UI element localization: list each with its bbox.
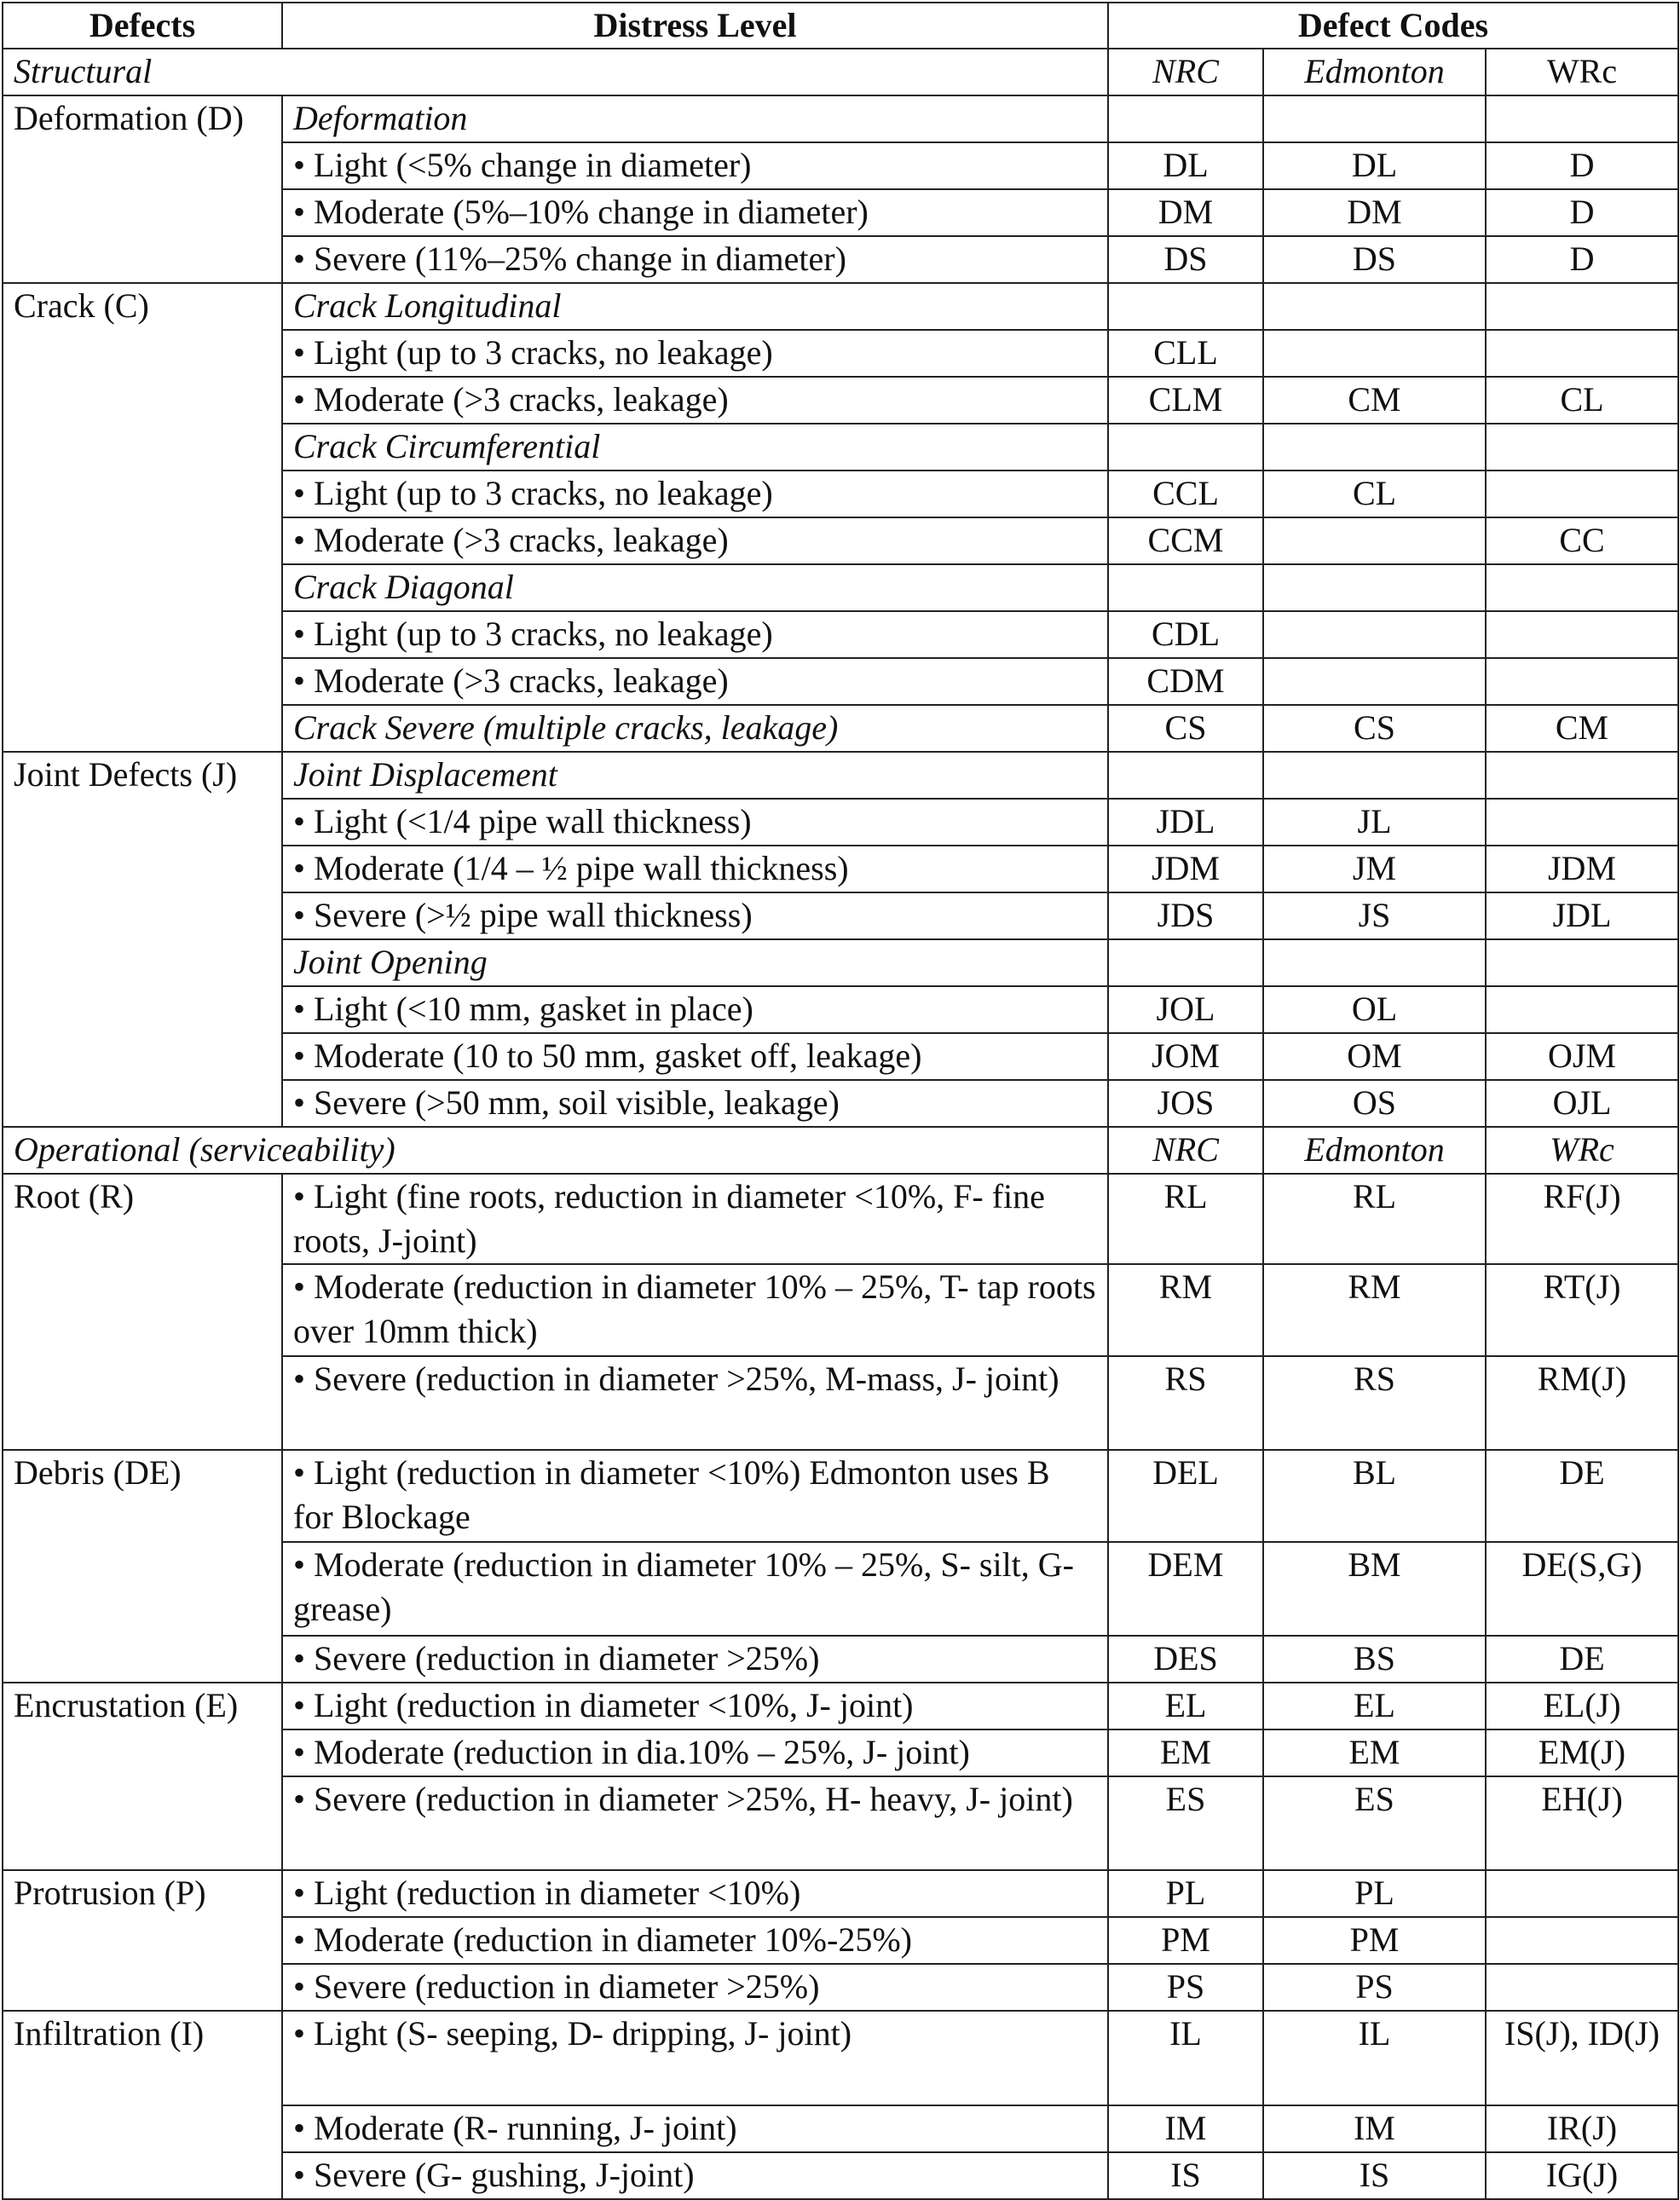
distress-level xyxy=(282,1264,1108,1356)
code-edmonton: DM xyxy=(1263,189,1486,236)
code-wrc: JDL xyxy=(1486,892,1678,939)
code-nrc: JOL xyxy=(1108,986,1263,1033)
code-edmonton: DS xyxy=(1263,236,1486,283)
distress-level-text: • Light (up to 3 cracks, no leakage) xyxy=(293,474,773,512)
code-wrc: D xyxy=(1486,236,1678,283)
distress-level xyxy=(282,1033,1108,1080)
table-row xyxy=(3,95,1678,142)
distress-level-text: • Light (<5% change in diameter) xyxy=(293,146,752,184)
code-wrc: IS(J), ID(J) xyxy=(1486,2011,1678,2105)
distress-level-text: • Severe (reduction in diameter >25%, M-mass, J- joint) xyxy=(293,1360,1059,1398)
code-edmonton xyxy=(1263,283,1486,330)
code-edmonton xyxy=(1263,95,1486,142)
code-nrc: DEL xyxy=(1108,1450,1263,1542)
code-edmonton: PL xyxy=(1263,1870,1486,1917)
distress-level-text: • Light (reduction in diameter <10%) xyxy=(293,1874,801,1912)
defect-category: Root (R) xyxy=(3,1174,282,1450)
code-nrc xyxy=(1108,564,1263,611)
distress-level xyxy=(282,142,1108,189)
code-nrc: IM xyxy=(1108,2105,1263,2152)
code-nrc: IL xyxy=(1108,2011,1263,2105)
code-edmonton xyxy=(1263,330,1486,377)
distress-level-text: • Light (<1/4 pipe wall thickness) xyxy=(293,802,752,840)
distress-level xyxy=(282,236,1108,283)
code-wrc: RF(J) xyxy=(1486,1174,1678,1264)
code-nrc xyxy=(1108,424,1263,471)
distress-level-text: Crack Severe (multiple cracks, leakage) xyxy=(293,708,839,747)
defect-category: Crack (C) xyxy=(3,283,282,752)
code-nrc: CLL xyxy=(1108,330,1263,377)
distress-level-text: • Light (up to 3 cracks, no leakage) xyxy=(293,333,773,372)
distress-level xyxy=(282,799,1108,846)
section-label: Operational (serviceability) xyxy=(3,1127,1108,1174)
code-wrc: D xyxy=(1486,189,1678,236)
code-system-header: WRc xyxy=(1486,1127,1678,1174)
distress-level-text: • Moderate (reduction in dia.10% – 25%, J- joint) xyxy=(293,1733,970,1771)
code-wrc: D xyxy=(1486,142,1678,189)
code-wrc: OJL xyxy=(1486,1080,1678,1127)
table-row xyxy=(3,1450,1678,1542)
defect-codes-table xyxy=(2,2,1679,2200)
code-nrc: CS xyxy=(1108,705,1263,752)
code-edmonton: EL xyxy=(1263,1683,1486,1729)
code-nrc: CCM xyxy=(1108,517,1263,564)
distress-level-text: • Moderate (>3 cracks, leakage) xyxy=(293,380,729,419)
distress-level xyxy=(282,1636,1108,1683)
code-edmonton xyxy=(1263,939,1486,986)
distress-level-text: • Moderate (R- running, J- joint) xyxy=(293,2109,737,2147)
distress-subtype xyxy=(282,283,1108,330)
code-wrc xyxy=(1486,1870,1678,1917)
distress-level-text: • Moderate (10 to 50 mm, gasket off, leakage) xyxy=(293,1036,922,1075)
code-nrc: RM xyxy=(1108,1264,1263,1356)
distress-level-text: • Severe (reduction in diameter >25%) xyxy=(293,1639,820,1677)
code-wrc: JDM xyxy=(1486,846,1678,892)
code-nrc: EM xyxy=(1108,1729,1263,1776)
code-edmonton: CS xyxy=(1263,705,1486,752)
code-edmonton: EM xyxy=(1263,1729,1486,1776)
code-edmonton: RS xyxy=(1263,1356,1486,1450)
code-wrc: CC xyxy=(1486,517,1678,564)
distress-level-text: • Moderate (reduction in diameter 10%-25%) xyxy=(293,1920,912,1959)
code-nrc: JOS xyxy=(1108,1080,1263,1127)
code-wrc: CL xyxy=(1486,377,1678,424)
defect-category: Encrustation (E) xyxy=(3,1683,282,1870)
code-nrc: RS xyxy=(1108,1356,1263,1450)
distress-level-text: • Light (fine roots, reduction in diameter <10%, F- fine roots, J-joint) xyxy=(293,1177,1045,1260)
code-wrc: CM xyxy=(1486,705,1678,752)
code-wrc xyxy=(1486,95,1678,142)
distress-level-text: • Severe (11%–25% change in diameter) xyxy=(293,240,846,278)
distress-level-text: • Light (reduction in diameter <10%, J- joint) xyxy=(293,1686,914,1724)
code-nrc: CDM xyxy=(1108,658,1263,705)
code-edmonton xyxy=(1263,752,1486,799)
header-defects: Defects xyxy=(3,3,282,49)
table-row xyxy=(3,1174,1678,1264)
defect-category: Debris (DE) xyxy=(3,1450,282,1683)
code-edmonton: JL xyxy=(1263,799,1486,846)
code-edmonton xyxy=(1263,564,1486,611)
distress-level xyxy=(282,1776,1108,1870)
code-nrc: JDL xyxy=(1108,799,1263,846)
code-edmonton: DL xyxy=(1263,142,1486,189)
distress-level xyxy=(282,330,1108,377)
distress-level xyxy=(282,1450,1108,1542)
header-distress-level: Distress Level xyxy=(282,3,1108,49)
code-wrc: DE xyxy=(1486,1636,1678,1683)
distress-level xyxy=(282,377,1108,424)
defect-category: Protrusion (P) xyxy=(3,1870,282,2011)
code-nrc: DEM xyxy=(1108,1542,1263,1636)
code-nrc: CDL xyxy=(1108,611,1263,658)
code-nrc: JOM xyxy=(1108,1033,1263,1080)
table-row xyxy=(3,283,1678,330)
code-wrc xyxy=(1486,799,1678,846)
code-edmonton xyxy=(1263,658,1486,705)
table-row xyxy=(3,1683,1678,1729)
code-wrc xyxy=(1486,1917,1678,1964)
distress-level-text: • Severe (>50 mm, soil visible, leakage) xyxy=(293,1083,840,1122)
code-wrc: IR(J) xyxy=(1486,2105,1678,2152)
distress-level xyxy=(282,2011,1108,2105)
code-nrc: CCL xyxy=(1108,471,1263,517)
code-wrc xyxy=(1486,986,1678,1033)
code-nrc: DES xyxy=(1108,1636,1263,1683)
header-defect-codes: Defect Codes xyxy=(1108,3,1678,49)
code-nrc xyxy=(1108,95,1263,142)
code-wrc: EM(J) xyxy=(1486,1729,1678,1776)
code-edmonton xyxy=(1263,517,1486,564)
table-body xyxy=(3,49,1678,2199)
code-nrc xyxy=(1108,752,1263,799)
distress-level-text: Deformation xyxy=(293,99,468,137)
distress-level xyxy=(282,2152,1108,2199)
distress-level-text: • Moderate (1/4 – ½ pipe wall thickness) xyxy=(293,849,849,887)
distress-level-text: • Moderate (>3 cracks, leakage) xyxy=(293,521,729,559)
code-edmonton: JM xyxy=(1263,846,1486,892)
defect-category: Joint Defects (J) xyxy=(3,752,282,1127)
code-system-header: WRc xyxy=(1486,49,1678,95)
distress-level-text: • Severe (reduction in diameter >25%, H- heavy, J- joint) xyxy=(293,1780,1073,1818)
code-system-header: NRC xyxy=(1108,49,1263,95)
code-edmonton: PS xyxy=(1263,1964,1486,2011)
distress-level-text: • Light (S- seeping, D- dripping, J- joint) xyxy=(293,2014,852,2053)
code-nrc: PL xyxy=(1108,1870,1263,1917)
distress-level xyxy=(282,1174,1108,1264)
code-edmonton xyxy=(1263,424,1486,471)
distress-level-text: Crack Longitudinal xyxy=(293,286,562,325)
distress-level-text: • Moderate (>3 cracks, leakage) xyxy=(293,661,729,700)
code-edmonton: IL xyxy=(1263,2011,1486,2105)
code-edmonton: BL xyxy=(1263,1450,1486,1542)
distress-level xyxy=(282,471,1108,517)
defect-category: Deformation (D) xyxy=(3,95,282,283)
table-row xyxy=(3,752,1678,799)
code-wrc xyxy=(1486,1964,1678,2011)
distress-level xyxy=(282,658,1108,705)
code-edmonton: CL xyxy=(1263,471,1486,517)
code-edmonton: IM xyxy=(1263,2105,1486,2152)
code-system-header: NRC xyxy=(1108,1127,1263,1174)
code-wrc xyxy=(1486,471,1678,517)
code-nrc: IS xyxy=(1108,2152,1263,2199)
distress-level xyxy=(282,1917,1108,1964)
distress-level-text: • Severe (G- gushing, J-joint) xyxy=(293,2156,695,2194)
distress-level xyxy=(282,1542,1108,1636)
distress-level xyxy=(282,1729,1108,1776)
distress-level xyxy=(282,1870,1108,1917)
code-wrc xyxy=(1486,752,1678,799)
code-wrc xyxy=(1486,939,1678,986)
code-nrc: RL xyxy=(1108,1174,1263,1264)
distress-level-text: • Light (reduction in diameter <10%) Edmonton uses B for Blockage xyxy=(293,1453,1050,1536)
distress-subtype xyxy=(282,752,1108,799)
code-wrc: RM(J) xyxy=(1486,1356,1678,1450)
section-row xyxy=(3,49,1678,95)
distress-level-text: • Light (<10 mm, gasket in place) xyxy=(293,990,753,1028)
code-nrc: DM xyxy=(1108,189,1263,236)
code-nrc: JDS xyxy=(1108,892,1263,939)
code-wrc xyxy=(1486,564,1678,611)
code-nrc: DS xyxy=(1108,236,1263,283)
code-edmonton: CM xyxy=(1263,377,1486,424)
section-row xyxy=(3,1127,1678,1174)
distress-level-text: Crack Circumferential xyxy=(293,427,601,465)
distress-subtype xyxy=(282,95,1108,142)
distress-level-text: • Severe (reduction in diameter >25%) xyxy=(293,1967,820,2006)
distress-subtype xyxy=(282,939,1108,986)
distress-level-text: • Light (up to 3 cracks, no leakage) xyxy=(293,615,773,653)
code-nrc: ES xyxy=(1108,1776,1263,1870)
distress-level xyxy=(282,517,1108,564)
code-nrc: PM xyxy=(1108,1917,1263,1964)
distress-level xyxy=(282,986,1108,1033)
distress-subtype xyxy=(282,424,1108,471)
code-nrc: CLM xyxy=(1108,377,1263,424)
code-wrc xyxy=(1486,658,1678,705)
header-row xyxy=(3,3,1678,49)
code-edmonton: BS xyxy=(1263,1636,1486,1683)
code-edmonton: PM xyxy=(1263,1917,1486,1964)
code-wrc: OJM xyxy=(1486,1033,1678,1080)
code-edmonton: IS xyxy=(1263,2152,1486,2199)
distress-level xyxy=(282,892,1108,939)
distress-subtype xyxy=(282,564,1108,611)
code-wrc: EH(J) xyxy=(1486,1776,1678,1870)
distress-level xyxy=(282,189,1108,236)
code-wrc xyxy=(1486,283,1678,330)
code-wrc xyxy=(1486,330,1678,377)
code-wrc: DE(S,G) xyxy=(1486,1542,1678,1636)
distress-level-text: • Moderate (reduction in diameter 10% – 25%, T- tap roots over 10mm thick) xyxy=(293,1267,1096,1350)
code-edmonton: OL xyxy=(1263,986,1486,1033)
code-nrc: EL xyxy=(1108,1683,1263,1729)
distress-level xyxy=(282,2105,1108,2152)
code-edmonton: BM xyxy=(1263,1542,1486,1636)
distress-level xyxy=(282,1683,1108,1729)
code-edmonton: RL xyxy=(1263,1174,1486,1264)
table-row xyxy=(3,1870,1678,1917)
code-system-header: Edmonton xyxy=(1263,49,1486,95)
distress-level xyxy=(282,1356,1108,1450)
code-wrc xyxy=(1486,611,1678,658)
code-edmonton: ES xyxy=(1263,1776,1486,1870)
distress-level-text: • Severe (>½ pipe wall thickness) xyxy=(293,896,753,934)
distress-level-text: Crack Diagonal xyxy=(293,568,514,606)
code-edmonton: OM xyxy=(1263,1033,1486,1080)
code-nrc: PS xyxy=(1108,1964,1263,2011)
distress-level-text: Joint Displacement xyxy=(293,755,557,794)
code-system-header: Edmonton xyxy=(1263,1127,1486,1174)
code-wrc: EL(J) xyxy=(1486,1683,1678,1729)
distress-level xyxy=(282,846,1108,892)
distress-level-text: • Moderate (5%–10% change in diameter) xyxy=(293,193,869,231)
code-edmonton xyxy=(1263,611,1486,658)
code-edmonton: OS xyxy=(1263,1080,1486,1127)
distress-level xyxy=(282,611,1108,658)
defect-category: Infiltration (I) xyxy=(3,2011,282,2199)
distress-level xyxy=(282,1964,1108,2011)
code-wrc: RT(J) xyxy=(1486,1264,1678,1356)
code-edmonton: RM xyxy=(1263,1264,1486,1356)
distress-level xyxy=(282,1080,1108,1127)
code-wrc: IG(J) xyxy=(1486,2152,1678,2199)
code-nrc xyxy=(1108,939,1263,986)
distress-subtype xyxy=(282,705,1108,752)
code-wrc: DE xyxy=(1486,1450,1678,1542)
code-nrc: DL xyxy=(1108,142,1263,189)
distress-level-text: Joint Opening xyxy=(293,943,488,981)
code-nrc: JDM xyxy=(1108,846,1263,892)
code-nrc xyxy=(1108,283,1263,330)
code-edmonton: JS xyxy=(1263,892,1486,939)
distress-level-text: • Moderate (reduction in diameter 10% – 25%, S- silt, G- grease) xyxy=(293,1545,1074,1628)
section-label: Structural xyxy=(3,49,1108,95)
table-row xyxy=(3,2011,1678,2105)
code-wrc xyxy=(1486,424,1678,471)
